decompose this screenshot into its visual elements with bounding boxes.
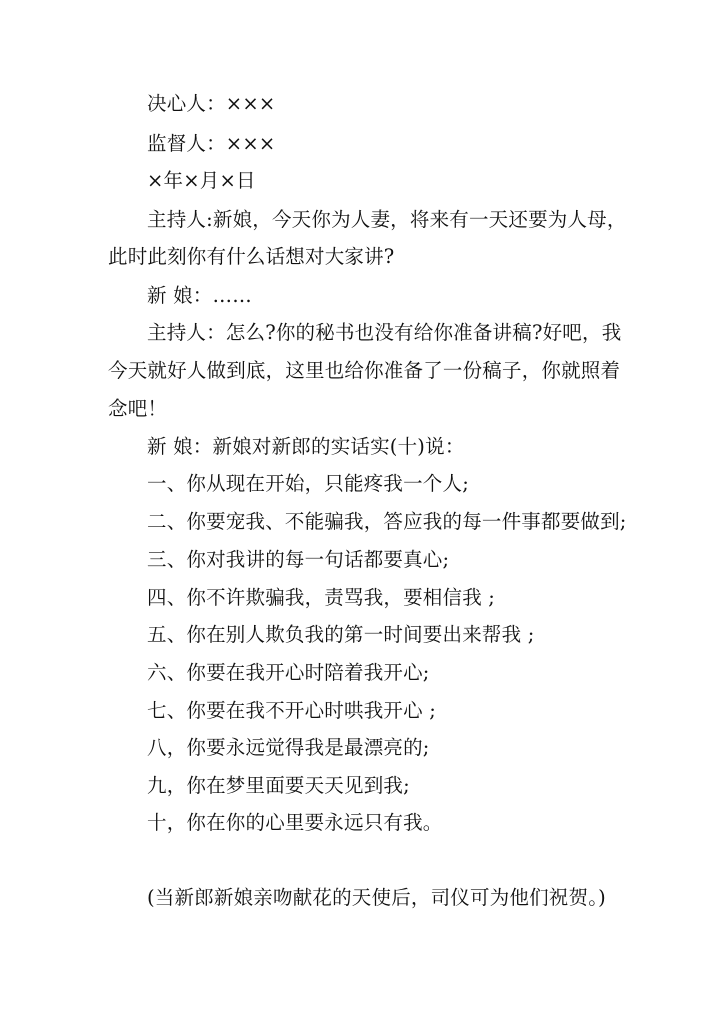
vow-item-4: 四、你不许欺骗我，责骂我，要相信我 ; — [147, 586, 496, 609]
supervisor-line: 监督人：××× — [147, 132, 276, 155]
vow-item-5: 五、你在别人欺负我的第一时间要出来帮我 ; — [147, 623, 535, 646]
vow-item-8: 八，你要永远觉得我是最漂亮的; — [147, 736, 430, 759]
vow-item-1: 一、你从现在开始，只能疼我一个人; — [147, 472, 469, 495]
vow-item-2: 二、你要宠我、不能骗我，答应我的每一件事都要做到; — [147, 510, 627, 533]
date-line: ×年×月×日 — [147, 169, 256, 192]
bride-reply-line: 新 娘：…… — [147, 284, 252, 307]
bride-vows-intro-line: 新 娘：新娘对新郎的实话实(十)说： — [147, 435, 465, 458]
host-speech-1-line-2: 此时此刻你有什么话想对大家讲? — [108, 245, 395, 268]
vow-item-7: 七、你要在我不开心时哄我开心 ; — [147, 699, 436, 722]
stage-direction-line: (当新郎新娘亲吻献花的天使后，司仪可为他们祝贺。) — [147, 886, 606, 909]
vow-item-6: 六、你要在我开心时陪着我开心; — [147, 661, 430, 684]
vow-item-3: 三、你对我讲的每一句话都要真心; — [147, 548, 450, 571]
host-speech-2-line-3: 念吧！ — [108, 397, 168, 420]
host-speech-2-line-2: 今天就好人做到底，这里也给你准备了一份稿子，你就照着 — [108, 359, 621, 382]
host-speech-1-line-1: 主持人:新娘，今天你为人妻，将来有一天还要为人母， — [147, 208, 627, 231]
signer-line: 决心人：××× — [147, 92, 276, 115]
vow-item-10: 十，你在你的心里要永远只有我。 — [147, 811, 443, 834]
host-speech-2-line-1: 主持人：怎么?你的秘书也没有给你准备讲稿?好吧，我 — [147, 321, 622, 344]
vow-item-9: 九，你在梦里面要天天见到我; — [147, 774, 410, 797]
